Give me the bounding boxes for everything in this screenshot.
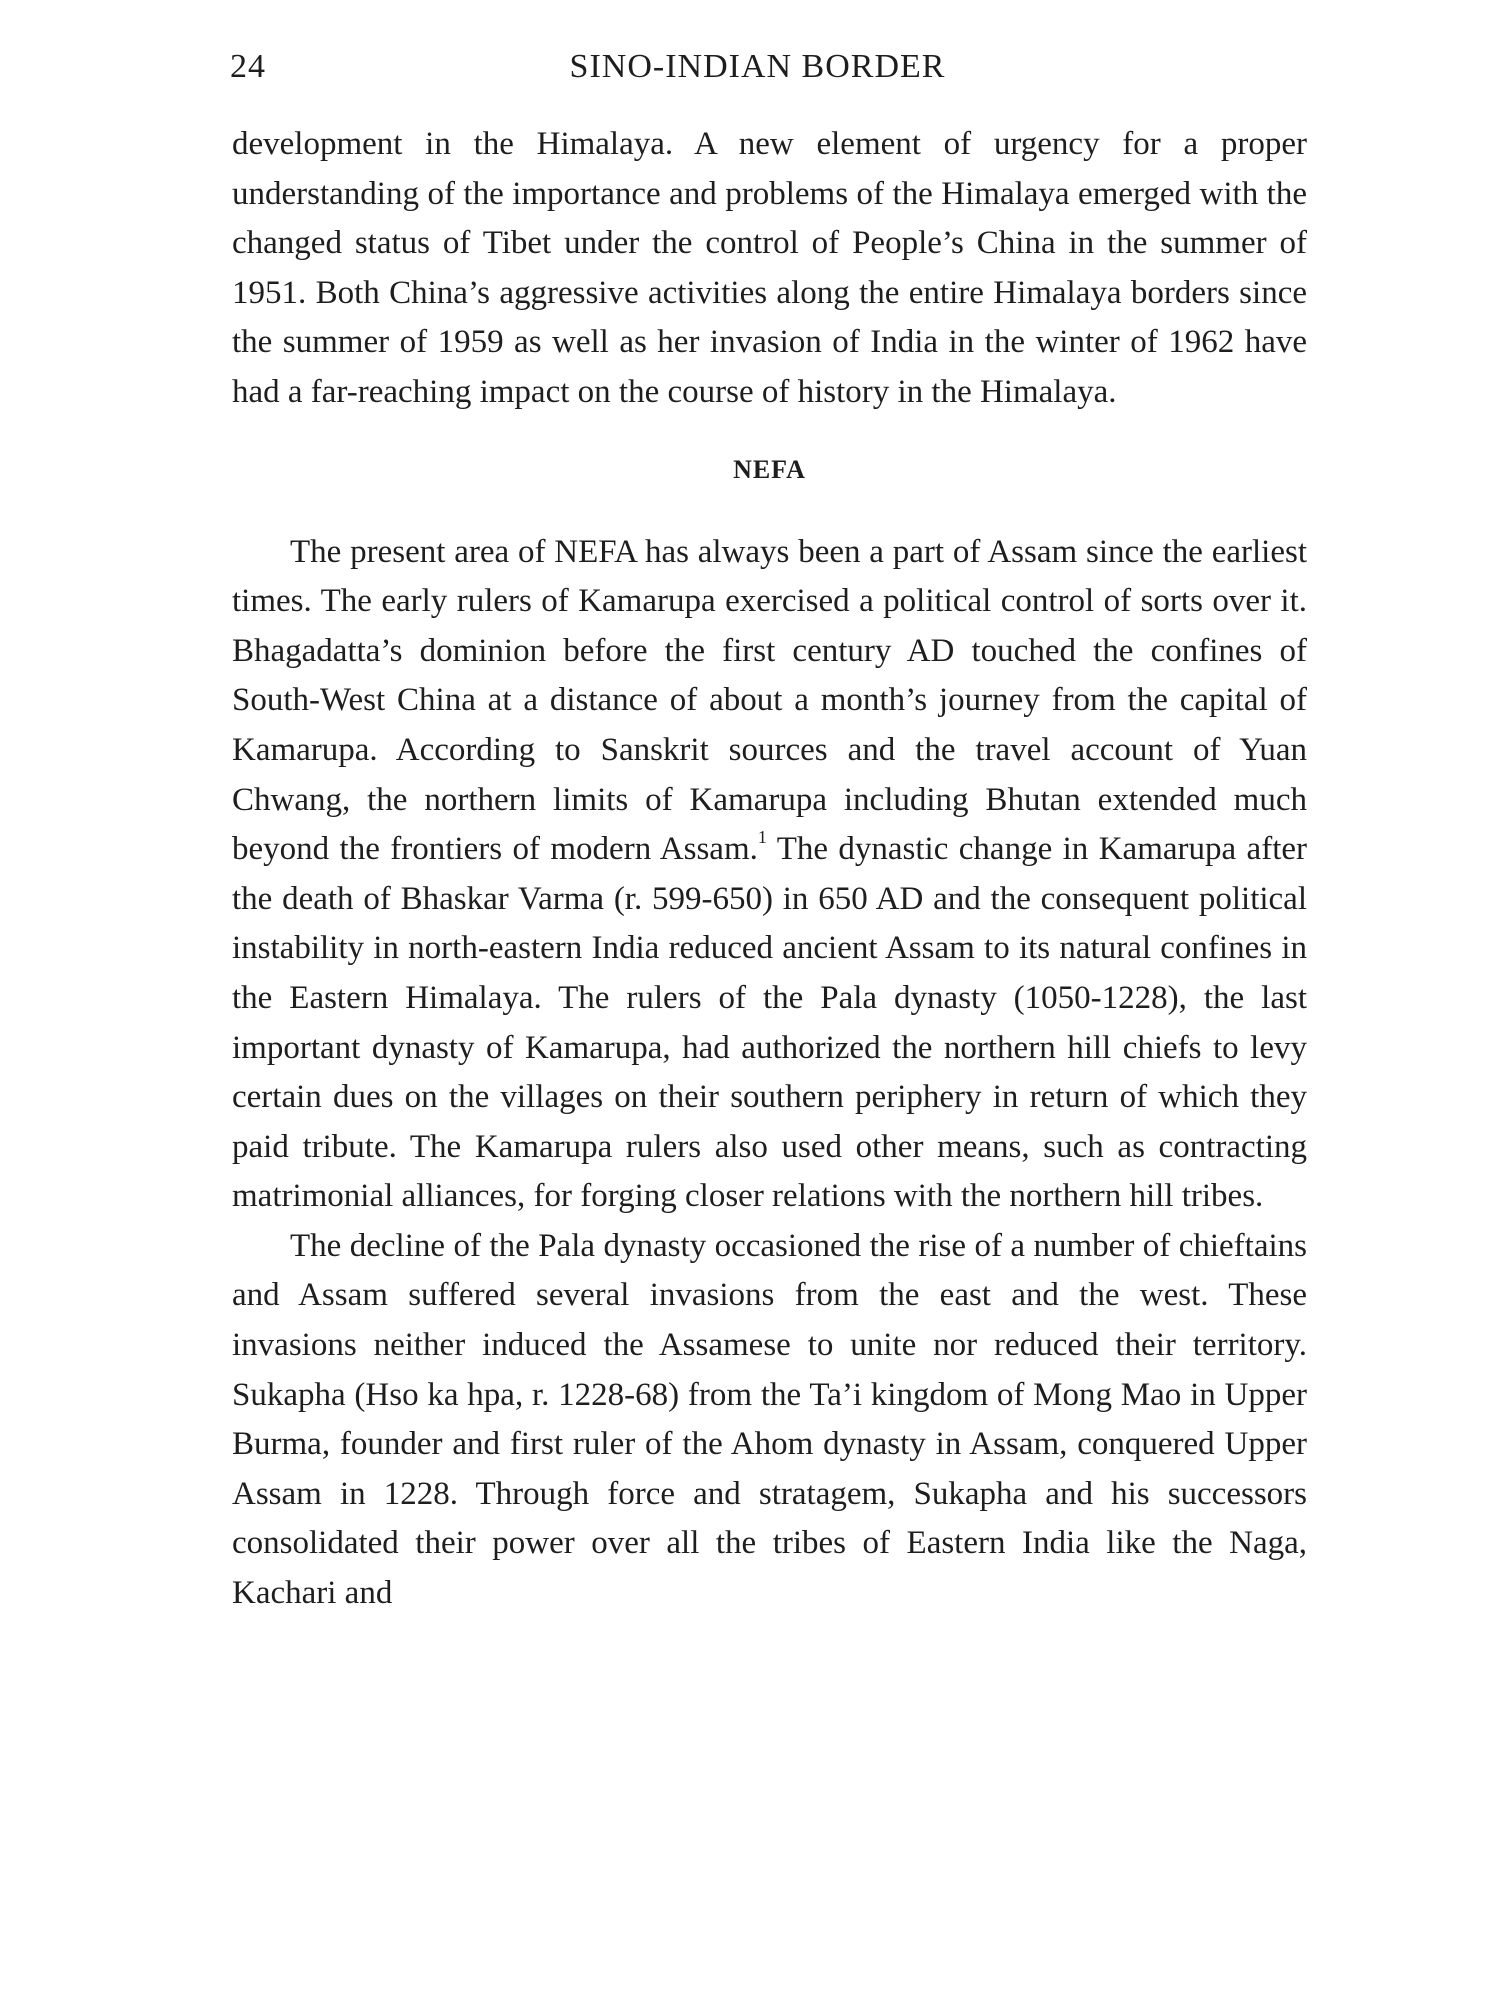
- section-heading: NEFA: [733, 454, 806, 484]
- paragraph-text: The present area of NEFA has always been a part of Assam since the earliest times. The early rulers of Kamarupa exercised a political control of sorts over it. Bhagadatta’s dominion before the first century AD touched the confines of South-West China at a distance of about a month’s journey from the capital of Kamarupa. According to Sanskrit sources and the travel account of Yuan Chwang, the northern limits of Kamarupa including Bhutan extended much beyond the frontiers of modern Assam.: [232, 533, 1307, 868]
- paragraph-continued: development in the Himalaya. A new element of urgency for a proper understanding of the importance and problems of the Himalaya emerged with the changed status of Tibet under the control of People’s China in the summer of 1951. Both China’s aggressive activities along the entire Himalaya borders since the summer of 1959 as well as her invasion of India in the winter of 1962 have had a far-reaching impact on the course of history in the Himalaya.: [232, 126, 1307, 410]
- page-number: 24: [230, 48, 266, 85]
- body-text: [232, 120, 1307, 1619]
- running-head: [230, 48, 1285, 92]
- paragraph-text-continued: The dynastic change in Kamarupa after the death of Bhaskar Varma (r. 599-650) in 650 AD and the consequent political instability in north-eastern India reduced ancient Assam to its natural confines in the Eastern Himalaya. The rulers of the Pala dynasty (1050-1228), the last important dynasty of Kamarupa, had authorized the northern hill chiefs to levy certain dues on the villages on their southern periphery in return of which they paid tribute. The Kamarupa rulers also used other means, such as contracting matrimonial alliances, for forging closer relations with the northern hill tribes.: [232, 831, 1308, 1215]
- footnote-marker: 1: [757, 827, 767, 848]
- paragraph-nefa-history: [232, 528, 1307, 1222]
- running-title: SINO-INDIAN BORDER: [569, 48, 946, 85]
- paragraph-pala-decline: The decline of the Pala dynasty occasioned the rise of a number of chieftains and Assam suffered several invasions from the east and the west. These invasions neither induced the Assamese to unite nor reduced their territory. Sukapha (Hso ka hpa, r. 1228-68) from the Ta’i kingdom of Mong Mao in Upper Burma, founder and first ruler of the Ahom dynasty in Assam, conquered Upper Assam in 1228. Through force and stratagem, Sukapha and his successors consolidated their power over all the tribes of Eastern India like the Naga, Kachari and: [232, 1227, 1307, 1612]
